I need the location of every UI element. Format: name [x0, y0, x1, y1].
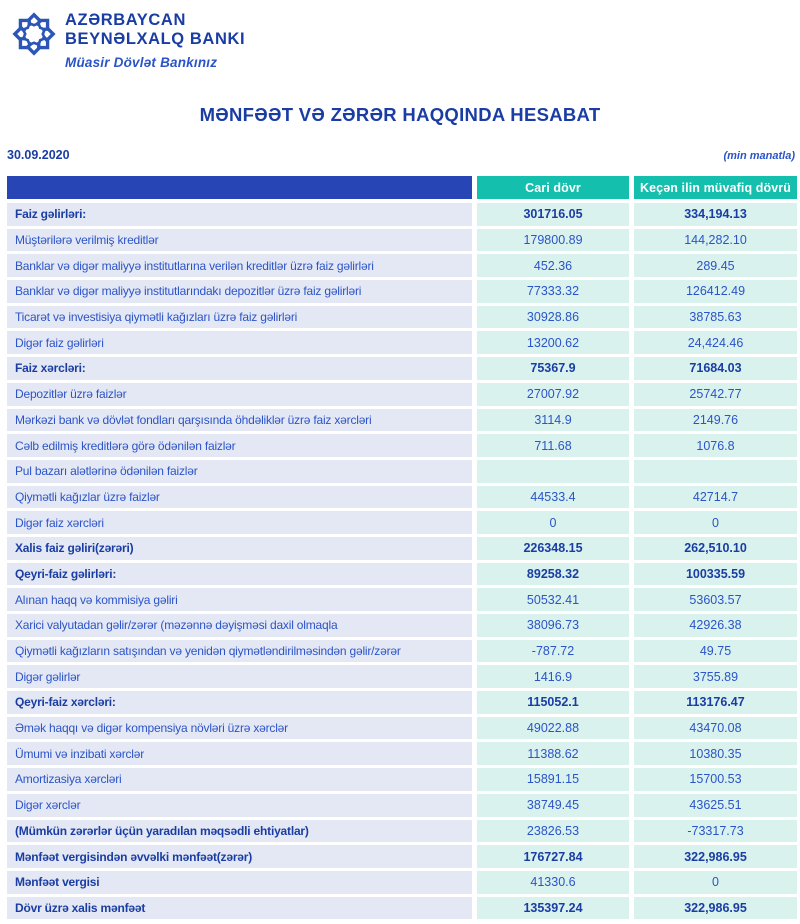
row-label-cell [7, 460, 472, 483]
previous-period-value-cell: 113176.47 [634, 691, 797, 714]
previous-period-value-cell: 15700.53 [634, 768, 797, 791]
previous-period-value-cell: 43470.08 [634, 717, 797, 740]
table-row [7, 717, 797, 740]
current-period-value-cell: 41330.6 [477, 871, 629, 894]
row-label: Digər faiz xərcləri [15, 515, 104, 530]
table-row [7, 588, 797, 611]
row-label: Ümumi və inzibati xərclər [15, 746, 145, 761]
current-period-value-cell: 3114.9 [477, 409, 629, 432]
table-row [7, 871, 797, 894]
row-label-cell [7, 486, 472, 509]
current-period-value-cell: 15891.15 [477, 768, 629, 791]
current-period-value-cell [477, 460, 629, 483]
previous-period-value-cell: 100335.59 [634, 563, 797, 586]
row-label: Müştərilərə verilmiş kreditlər [15, 233, 159, 248]
bank-name-line2: BEYNƏLXALQ BANKI [65, 30, 246, 49]
column-header-previous: Keçən ilin müvafiq dövrü [634, 176, 797, 199]
table-row [7, 486, 797, 509]
previous-period-value-cell: 24,424.46 [634, 331, 797, 354]
current-period-value-cell: 27007.92 [477, 383, 629, 406]
row-label: Digər faiz gəlirləri [15, 335, 104, 350]
row-label: Ticarət və investisiya qiymətli kağızları üzrə faiz gəlirləri [15, 310, 298, 325]
current-period-value-cell: 38096.73 [477, 614, 629, 637]
row-label: Faiz gəlirləri: [15, 207, 87, 222]
row-label-cell [7, 640, 472, 663]
report-date: 30.09.2020 [7, 148, 70, 162]
previous-period-value-cell: 144,282.10 [634, 229, 797, 252]
table-row [7, 460, 797, 483]
row-label-cell [7, 588, 472, 611]
row-label-cell [7, 691, 472, 714]
previous-period-value-cell: 42714.7 [634, 486, 797, 509]
previous-period-value-cell [634, 460, 797, 483]
current-period-value-cell: 49022.88 [477, 717, 629, 740]
row-label-cell [7, 434, 472, 457]
previous-period-value-cell: 289.45 [634, 254, 797, 277]
row-label: Dövr üzrə xalis mənfəət [15, 900, 146, 915]
table-header-row [7, 176, 797, 199]
row-label-cell [7, 871, 472, 894]
current-period-value-cell: 75367.9 [477, 357, 629, 380]
previous-period-value-cell: 10380.35 [634, 742, 797, 765]
row-label-cell [7, 254, 472, 277]
previous-period-value-cell: 262,510.10 [634, 537, 797, 560]
row-label: Faiz xərcləri: [15, 361, 86, 376]
current-period-value-cell: 301716.05 [477, 203, 629, 226]
previous-period-value-cell: 53603.57 [634, 588, 797, 611]
page-title: MƏNFƏƏT VƏ ZƏRƏR HAQQINDA HESABAT [199, 104, 601, 125]
row-label: Əmək haqqı və digər kompensiya növləri üzrə xərclər [15, 721, 288, 736]
row-label-cell [7, 306, 472, 329]
previous-period-value-cell: 0 [634, 871, 797, 894]
row-label-cell [7, 229, 472, 252]
current-period-value-cell: 89258.32 [477, 563, 629, 586]
row-label-cell [7, 897, 472, 920]
table-row [7, 563, 797, 586]
current-period-value-cell: 176727.84 [477, 845, 629, 868]
current-period-value-cell: 11388.62 [477, 742, 629, 765]
row-label-cell [7, 331, 472, 354]
bank-brand [10, 8, 245, 70]
row-label: Qeyri-faiz gəlirləri: [15, 566, 117, 581]
current-period-value-cell: 115052.1 [477, 691, 629, 714]
row-label-cell [7, 383, 472, 406]
current-period-value-cell: 13200.62 [477, 331, 629, 354]
current-period-value-cell: 711.68 [477, 434, 629, 457]
table-row [7, 768, 797, 791]
bank-name-line1: AZƏRBAYCAN [65, 11, 186, 29]
table-row [7, 897, 797, 920]
table-row [7, 640, 797, 663]
table-row [7, 357, 797, 380]
current-period-value-cell: 135397.24 [477, 897, 629, 920]
table-row [7, 280, 797, 303]
row-label: Depozitlər üzrə faizlər [15, 387, 127, 402]
row-label-cell [7, 614, 472, 637]
current-period-value-cell: 0 [477, 511, 629, 534]
row-label: Alınan haqq və kommisiya gəliri [15, 592, 178, 607]
row-label: Amortizasiya xərcləri [15, 772, 122, 787]
current-period-value-cell: 1416.9 [477, 665, 629, 688]
row-label: Xarici valyutadan gəlir/zərər (məzənnə dəyişməsi daxil olmaqla [15, 618, 338, 633]
table-row [7, 691, 797, 714]
table-body [7, 203, 797, 919]
table-row [7, 331, 797, 354]
previous-period-value-cell: 2149.76 [634, 409, 797, 432]
previous-period-value-cell: 25742.77 [634, 383, 797, 406]
row-label-cell [7, 742, 472, 765]
row-label-cell [7, 717, 472, 740]
row-label: Mərkəzi bank və dövlət fondları qarşısında öhdəliklər üzrə faiz xərcləri [15, 412, 372, 427]
row-label-cell [7, 409, 472, 432]
table-row [7, 794, 797, 817]
row-label: Mənfəət vergisindən əvvəlki mənfəət(zərər) [15, 849, 253, 864]
row-label: Digər gəlirlər [15, 669, 81, 684]
row-label-cell [7, 203, 472, 226]
pnl-table [7, 176, 797, 922]
current-period-value-cell: -787.72 [477, 640, 629, 663]
row-label-cell [7, 563, 472, 586]
previous-period-value-cell: 3755.89 [634, 665, 797, 688]
table-row [7, 537, 797, 560]
table-row [7, 254, 797, 277]
previous-period-value-cell: 126412.49 [634, 280, 797, 303]
bank-name-block [65, 8, 245, 70]
previous-period-value-cell: 49.75 [634, 640, 797, 663]
row-label: (Mümkün zərərlər üçün yaradılan məqsədli ehtiyatlar) [15, 823, 309, 838]
table-row [7, 845, 797, 868]
row-label: Mənfəət vergisi [15, 875, 100, 890]
table-row [7, 409, 797, 432]
previous-period-value-cell: 42926.38 [634, 614, 797, 637]
table-row [7, 665, 797, 688]
previous-period-value-cell: 38785.63 [634, 306, 797, 329]
row-label-cell [7, 820, 472, 843]
previous-period-value-cell: 43625.51 [634, 794, 797, 817]
previous-period-value-cell: -73317.73 [634, 820, 797, 843]
row-label-cell [7, 280, 472, 303]
row-label: Qiymətli kağızlar üzrə faizlər [15, 489, 160, 504]
header-spacer-cell [7, 176, 472, 199]
unit-note: (min manatla) [723, 150, 795, 162]
previous-period-value-cell: 334,194.13 [634, 203, 797, 226]
report-meta [7, 148, 795, 162]
row-label-cell [7, 845, 472, 868]
row-label: Digər xərclər [15, 798, 81, 813]
current-period-value-cell: 38749.45 [477, 794, 629, 817]
bank-logo-icon [10, 10, 58, 58]
table-row [7, 229, 797, 252]
previous-period-value-cell: 322,986.95 [634, 845, 797, 868]
table-row [7, 511, 797, 534]
bank-tagline: Müasir Dövlət Bankınız [65, 54, 218, 70]
table-row [7, 742, 797, 765]
current-period-value-cell: 179800.89 [477, 229, 629, 252]
current-period-value-cell: 77333.32 [477, 280, 629, 303]
column-header-current: Cari dövr [477, 176, 629, 199]
row-label-cell [7, 665, 472, 688]
previous-period-value-cell: 1076.8 [634, 434, 797, 457]
row-label-cell [7, 537, 472, 560]
row-label: Banklar və digər maliyyə institutlarındakı depozitlər üzrə faiz gəlirləri [15, 284, 362, 299]
row-label-cell [7, 357, 472, 380]
row-label: Pul bazarı alətlərinə ödənilən faizlər [15, 464, 198, 479]
row-label: Qeyri-faiz xərcləri: [15, 695, 116, 710]
current-period-value-cell: 23826.53 [477, 820, 629, 843]
row-label-cell [7, 794, 472, 817]
current-period-value-cell: 452.36 [477, 254, 629, 277]
row-label: Qiymətli kağızların satışından və yenidən qiymətləndirilməsindən gəlir/zərər [15, 644, 401, 659]
previous-period-value-cell: 0 [634, 511, 797, 534]
row-label: Banklar və digər maliyyə institutlarına verilən kreditlər üzrə faiz gəlirləri [15, 258, 374, 273]
row-label: Xalis faiz gəliri(zərəri) [15, 541, 134, 556]
previous-period-value-cell: 322,986.95 [634, 897, 797, 920]
table-row [7, 820, 797, 843]
current-period-value-cell: 30928.86 [477, 306, 629, 329]
previous-period-value-cell: 71684.03 [634, 357, 797, 380]
table-row [7, 383, 797, 406]
row-label-cell [7, 768, 472, 791]
table-row [7, 306, 797, 329]
current-period-value-cell: 44533.4 [477, 486, 629, 509]
table-row [7, 203, 797, 226]
table-row [7, 614, 797, 637]
row-label: Cəlb edilmiş kreditlərə görə ödənilən faizlər [15, 438, 236, 453]
current-period-value-cell: 50532.41 [477, 588, 629, 611]
table-row [7, 434, 797, 457]
current-period-value-cell: 226348.15 [477, 537, 629, 560]
row-label-cell [7, 511, 472, 534]
